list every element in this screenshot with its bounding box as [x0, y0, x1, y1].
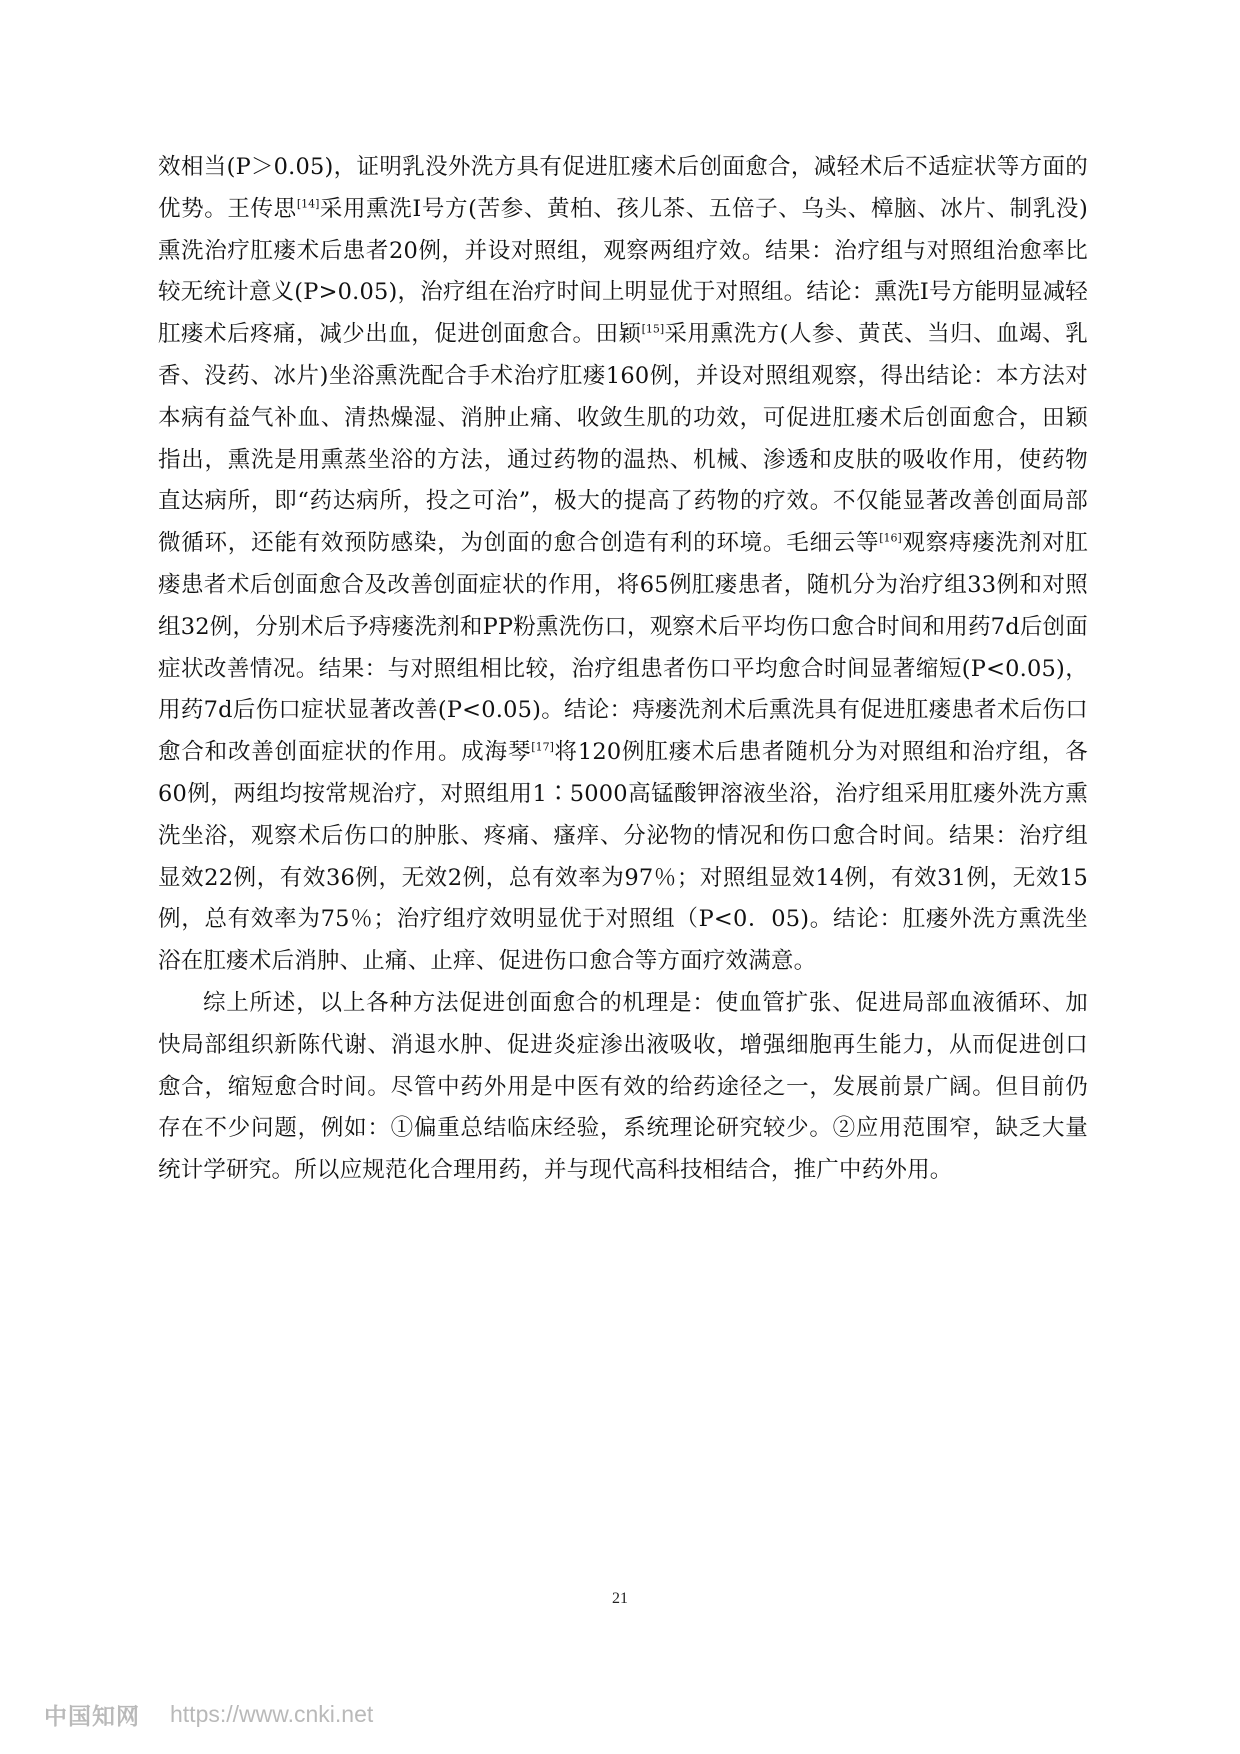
- citation-ref: [17]: [531, 740, 554, 754]
- citation-ref: [16]: [879, 531, 902, 545]
- paragraph: [158, 147, 1088, 983]
- paragraph: [158, 983, 1088, 1192]
- body-text: [158, 147, 1088, 1192]
- page-body: [158, 147, 1088, 1192]
- text-run: 效相当(P＞0.05)，证明乳没外洗方具有促进肛瘘术后创面愈合，减轻术后不适症状等方面的优势。王传思: [158, 154, 1088, 222]
- citation-ref: [15]: [641, 322, 665, 336]
- text-run: 观察痔瘘洗剂对肛瘘患者术后创面愈合及改善创面症状的作用，将65例肛瘘患者，随机分为治疗组33例和对照组32例，分别术后予痔瘘洗剂和PP粉熏洗伤口，观察术后平均伤口愈合时间和用药7d后创面症状改善情况。结果：与对照组相比较，治疗组患者伤口平均愈合时间显著缩短(P<0.05)，用药7d后伤口症状显著改善(P<0.05)。结论：痔瘘洗剂术后熏洗具有促进肛瘘患者术后伤口愈合和改善创面症状的作用。成海琴: [158, 530, 1088, 766]
- text-run: 将120例肛瘘术后患者随机分为对照组和治疗组，各60例，两组均按常规治疗，对照组用1∶5000高锰酸钾溶液坐浴，治疗组采用肛瘘外洗方熏洗坐浴，观察术后伤口的肿胀、疼痛、瘙痒、分泌物的情况和伤口愈合时间。结果：治疗组显效22例，有效36例，无效2例，总有效率为97％；对照组显效14例，有效31例，无效15例，总有效率为75％；治疗组疗效明显优于对照组（P<0．05)。结论：肛瘘外洗方熏洗坐浴在肛瘘术后消肿、止痛、止痒、促进伤口愈合等方面疗效满意。: [158, 739, 1089, 975]
- watermark-url[interactable]: https://www.cnki.net: [170, 1701, 374, 1727]
- watermark-brand: 中国知网: [44, 1703, 140, 1729]
- page-number: 21: [612, 1590, 628, 1607]
- cnki-watermark: [44, 1698, 373, 1731]
- text-run: 采用熏洗方(人参、黄芪、当归、血竭、乳香、没药、冰片)坐浴熏洗配合手术治疗肛瘘160例，并设对照组观察，得出结论：本方法对本病有益气补血、清热燥湿、消肿止痛、收敛生肌的功效，可促进肛瘘术后创面愈合，田颖指出，熏洗是用熏蒸坐浴的方法，通过药物的温热、机械、渗透和皮肤的吸收作用，使药物直达病所，即“药达病所，投之可治”，极大的提高了药物的疗效。不仅能显著改善创面局部微循环，还能有效预防感染，为创面的愈合创造有利的环境。毛细云等: [158, 321, 1088, 557]
- citation-ref: [14]: [296, 197, 320, 211]
- text-run: 综上所述，以上各种方法促进创面愈合的机理是：使血管扩张、促进局部血液循环、加快局部组织新陈代谢、消退水肿、促进炎症渗出液吸收，增强细胞再生能力，从而促进创口愈合，缩短愈合时间。尽管中药外用是中医有效的给药途径之一，发展前景广阔。但目前仍存在不少问题，例如：①偏重总结临床经验，系统理论研究较少。②应用范围窄，缺乏大量统计学研究。所以应规范化合理用药，并与现代高科技相结合，推广中药外用。: [158, 989, 1088, 1184]
- text-run: 采用熏洗Ⅰ号方(苦参、黄柏、孩儿茶、五倍子、乌头、樟脑、冰片、制乳没)熏洗治疗肛瘘术后患者20例，并设对照组，观察两组疗效。结果：治疗组与对照组治愈率比较无统计意义(P>0.05)，治疗组在治疗时间上明显优于对照组。结论：熏洗Ⅰ号方能明显减轻肛瘘术后疼痛，减少出血，促进创面愈合。田颖: [158, 195, 1089, 348]
